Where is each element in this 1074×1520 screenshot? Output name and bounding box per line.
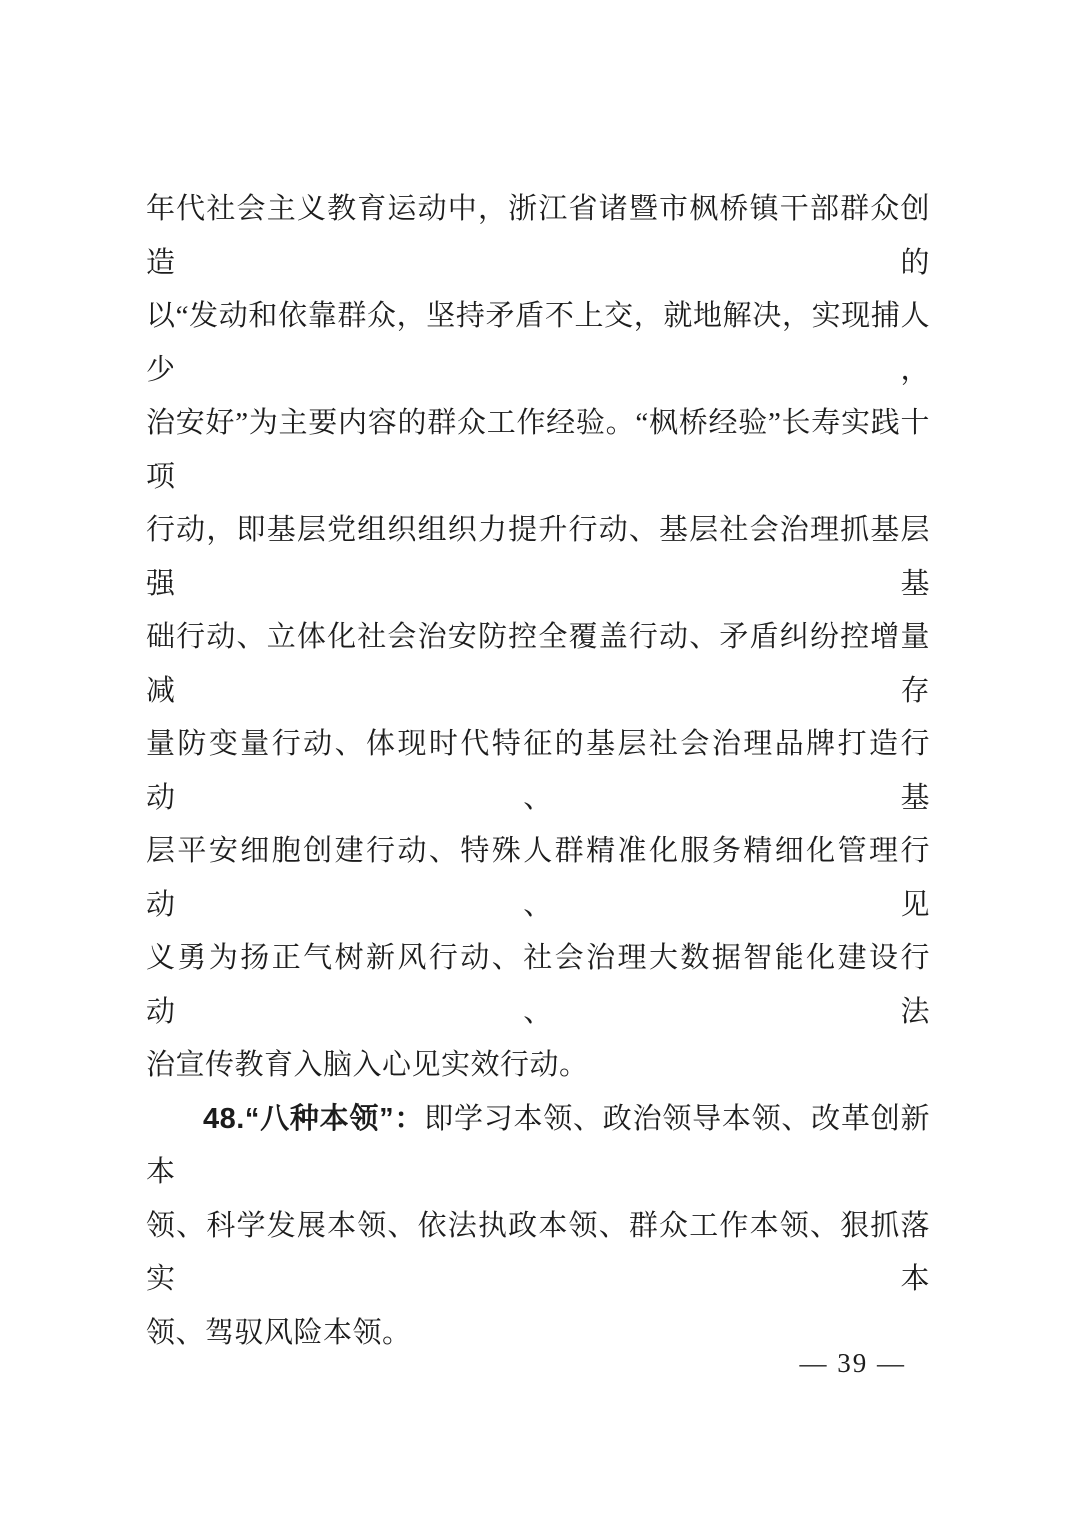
text-line bbox=[146, 1093, 930, 1200]
text-line bbox=[146, 183, 930, 290]
text-segment: 行动，即基层党组织组织力提升行动、基层社会治理抓基层强基 bbox=[146, 514, 930, 600]
text-line bbox=[146, 718, 930, 825]
text-segment: 即学习本领、政治领导本领、改革创新本 bbox=[146, 1102, 930, 1188]
text-line bbox=[146, 825, 930, 932]
text-segment: 年代社会主义教育运动中，浙江省诸暨市枫桥镇干部群众创造的 bbox=[146, 193, 930, 279]
text-segment: 领、科学发展本领、依法执政本领、群众工作本领、狠抓落实本 bbox=[146, 1209, 930, 1295]
text-line bbox=[146, 290, 930, 397]
paragraph-fengqiao-experience bbox=[146, 183, 930, 1093]
page-number: — 39 — bbox=[799, 1348, 906, 1378]
text-segment: 层平安细胞创建行动、特殊人群精准化服务精细化管理行动、见 bbox=[146, 835, 930, 921]
text-segment: 以“发动和依靠群众，坚持矛盾不上交，就地解决，实现捕人少， bbox=[146, 300, 930, 386]
paragraph-eight-abilities bbox=[146, 1093, 930, 1361]
term-highlight: 48.“八种本领”： bbox=[203, 1102, 425, 1135]
text-segment: 础行动、立体化社会治安防控全覆盖行动、矛盾纠纷控增量减存 bbox=[146, 621, 930, 707]
text-line bbox=[146, 1039, 930, 1093]
text-line bbox=[146, 397, 930, 504]
text-segment: 量防变量行动、体现时代特征的基层社会治理品牌打造行动、基 bbox=[146, 728, 930, 814]
text-line bbox=[146, 611, 930, 718]
text-line bbox=[146, 932, 930, 1039]
text-segment: 领、驾驭风险本领。 bbox=[146, 1316, 412, 1349]
document-body bbox=[146, 183, 930, 1360]
text-segment: 治安好”为主要内容的群众工作经验。“枫桥经验”长寿实践十项 bbox=[146, 407, 930, 493]
text-segment: 义勇为扬正气树新风行动、社会治理大数据智能化建设行动、法 bbox=[146, 942, 930, 1028]
text-line bbox=[146, 1200, 930, 1307]
text-line bbox=[146, 504, 930, 611]
text-segment: 治宣传教育入脑入心见实效行动。 bbox=[146, 1049, 589, 1081]
